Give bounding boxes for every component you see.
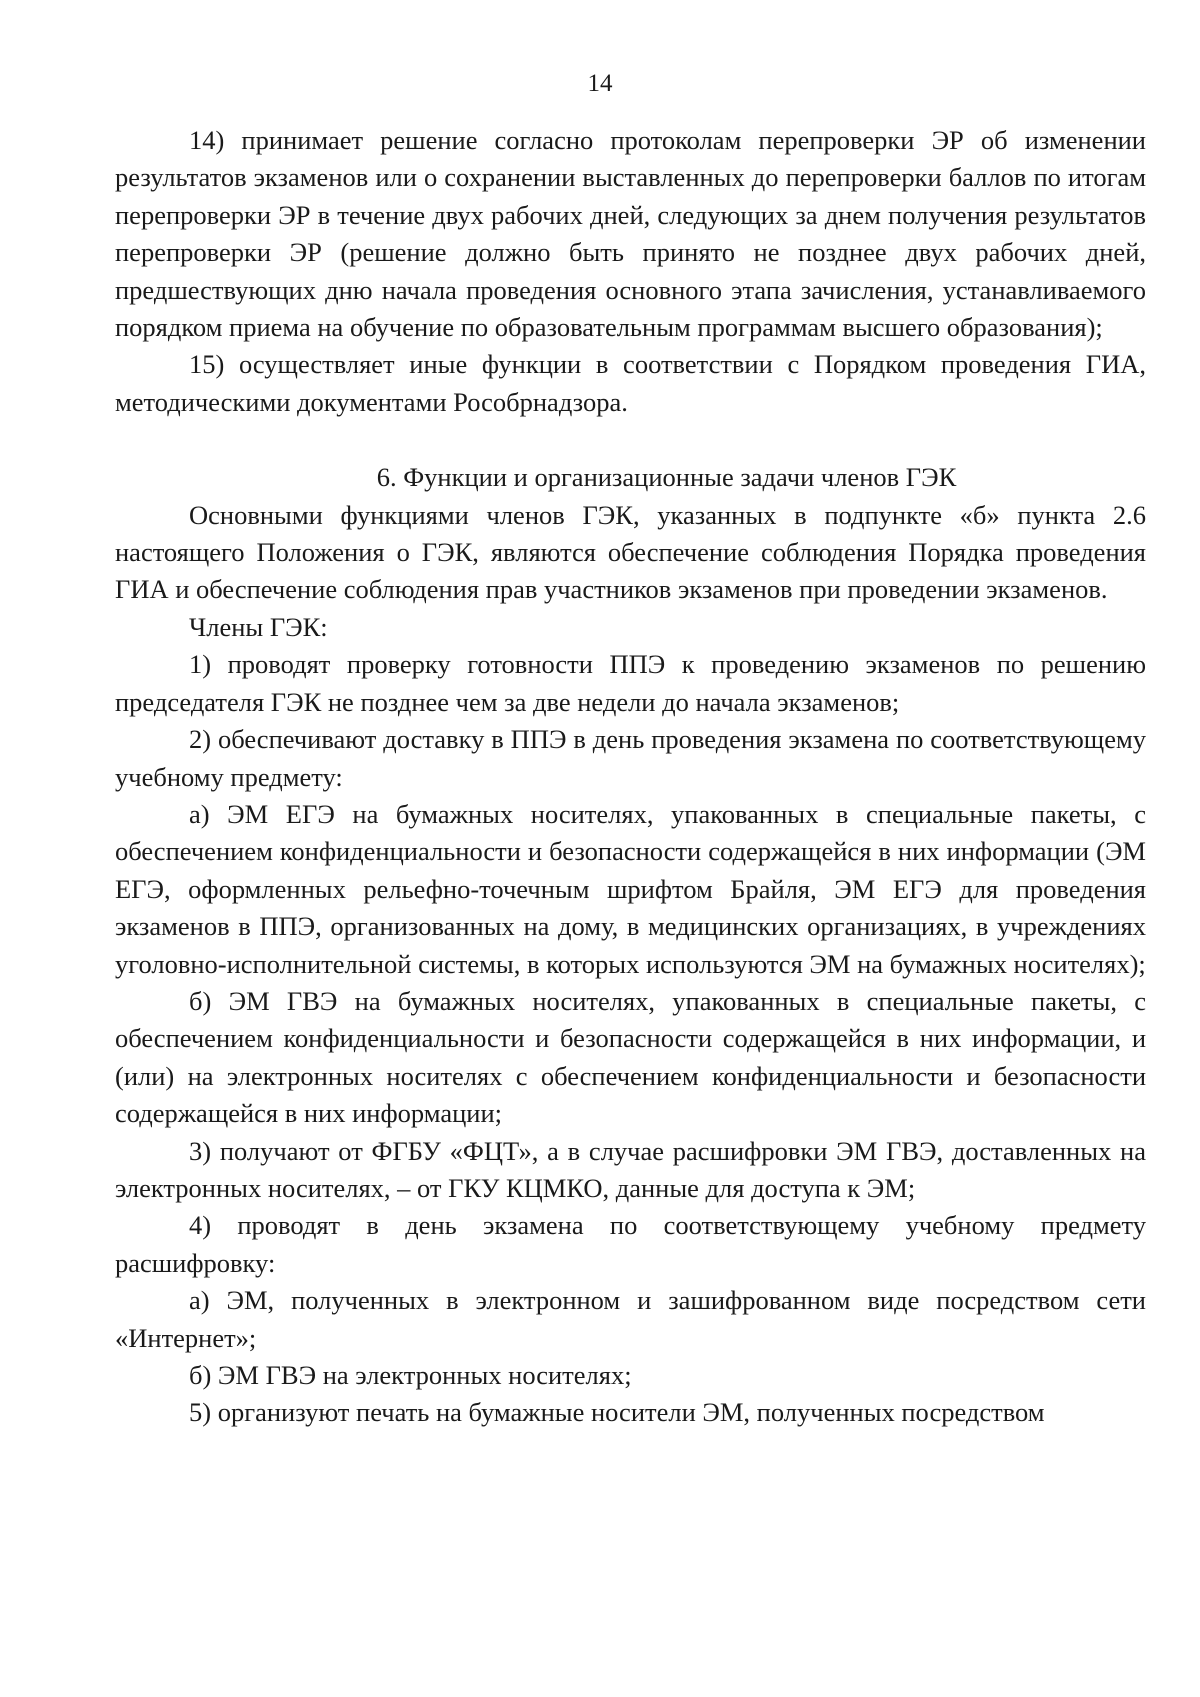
paragraph-item-4b: б) ЭМ ГВЭ на электронных носителях; <box>189 1360 632 1390</box>
paragraph-item-5: 5) организуют печать на бумажные носители ЭМ, полученных посредством <box>189 1397 1045 1428</box>
paragraph-intro: Основными функциями членов ГЭК, указанных в подпункте «б» пункта 2.6 настоящего Положения о ГЭК, являются обеспечение соблюдения Порядка проведения ГИА и обеспечение соблюдения прав участников экзаменов при проведении экзаменов. <box>115 499 1146 605</box>
paragraph-members-label: Члены ГЭК: <box>189 611 328 642</box>
paragraph-item-1: 1) проводят проверку готовности ППЭ к проведению экзаменов по решению председателя ГЭК не позднее чем за две недели до начала экзаменов; <box>115 649 1146 717</box>
section-heading: 6. Функции и организационные задачи членов ГЭК <box>376 462 957 493</box>
paragraph-item-4a: а) ЭМ, полученных в электронном и зашифрованном виде посредством сети «Интернет»; <box>115 1285 1146 1353</box>
paragraph-item-3: 3) получают от ФГБУ «ФЦТ», а в случае расшифровки ЭМ ГВЭ, доставленных на электронных носителях, – от ГКУ КЦМКО, данные для доступа к ЭМ; <box>115 1135 1146 1203</box>
paragraph-item-2a: а) ЭМ ЕГЭ на бумажных носителях, упакованных в специальные пакеты, с обеспечением конфиденциальности и безопасности содержащейся в них информации (ЭМ ЕГЭ, оформленных рельефно-точечным шрифтом Брайля, ЭМ ЕГЭ для проведения экзаменов в ППЭ, организованных на дому, в медицинских организациях, в учреждениях уголовно-исполнительной системы, в которых используются ЭМ на бумажных носителях); <box>115 798 1146 979</box>
document-body <box>115 122 1146 1432</box>
paragraph-item-4: 4) проводят в день экзамена по соответствующему учебному предмету расшифровку: <box>115 1210 1146 1278</box>
paragraph-item-2: 2) обеспечивают доставку в ППЭ в день проведения экзамена по соответствующему учебному предмету: <box>115 724 1146 792</box>
paragraph-item-2b: б) ЭМ ГВЭ на бумажных носителях, упакованных в специальные пакеты, с обеспечением конфиденциальности и безопасности содержащейся в них информации, и (или) на электронных носителях с обеспечением конфиденциальности и безопасности содержащейся в них информации; <box>115 985 1146 1129</box>
page-number: 14 <box>587 70 613 97</box>
paragraph-item-14: 14) принимает решение согласно протоколам перепроверки ЭР об изменении результатов экзаменов или о сохранении выставленных до перепроверки баллов по итогам перепроверки ЭР в течение двух рабочих дней, следующих за днем получения результатов перепроверки ЭР (решение должно быть принято не позднее двух рабочих дней, предшествующих дню начала проведения основного этапа зачисления, устанавливаемого порядком приема на обучение по образовательным программам высшего образования); <box>115 125 1146 343</box>
paragraph-item-15: 15) осуществляет иные функции в соответствии с Порядком проведения ГИА, методическими документами Рособрнадзора. <box>115 349 1146 417</box>
